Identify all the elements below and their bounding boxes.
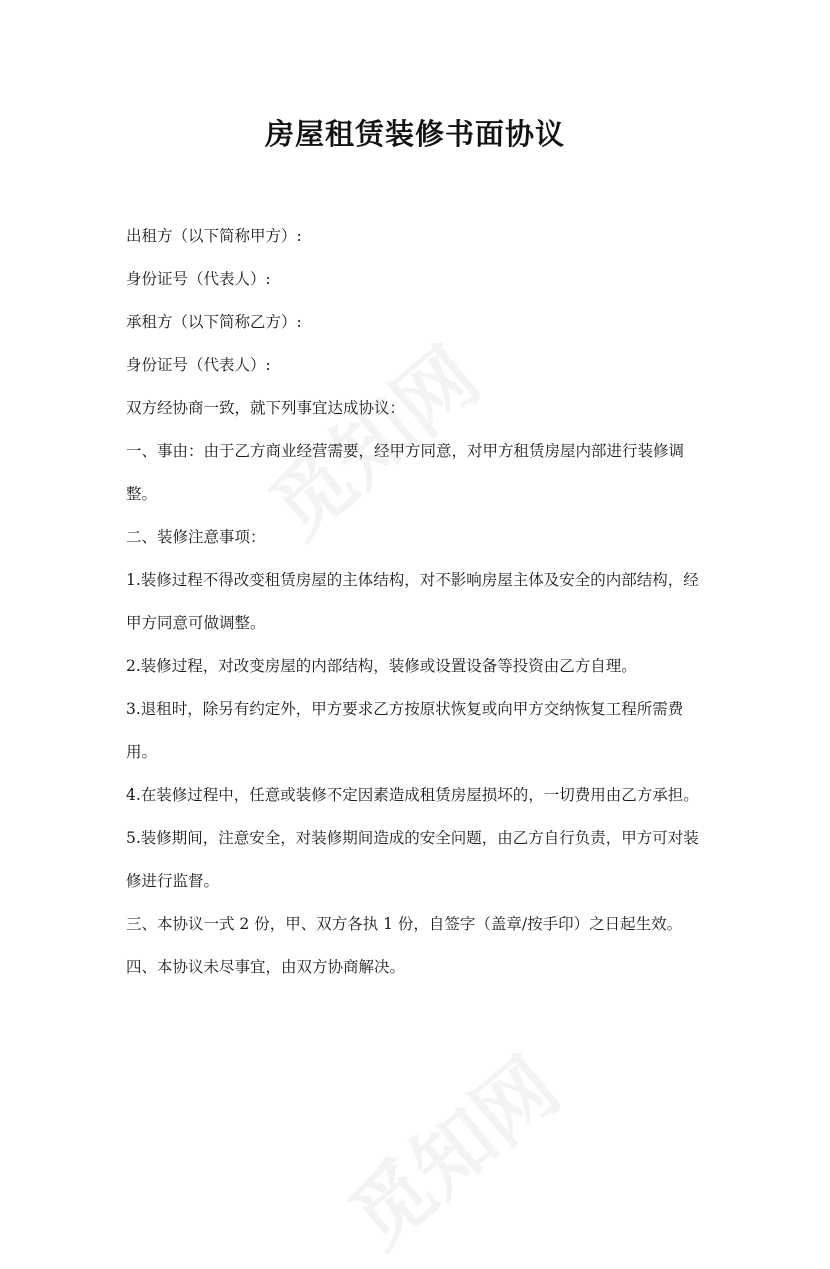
paragraph-item-4: 4.在装修过程中，任意或装修不定因素造成租赁房屋损坏的，一切费用由乙方承担。 bbox=[126, 786, 699, 804]
paragraph-item-3: 3.退租时，除另有约定外，甲方要求乙方按原状恢复或向甲方交纳恢复工程所需费用。 bbox=[126, 700, 684, 761]
paragraph-clause-3: 三、本协议一式 2 份，甲、双方各执 1 份，自签字（盖章/按手印）之日起生效。 bbox=[126, 915, 683, 933]
paragraph-clause-1: 一、事由：由于乙方商业经营需要，经甲方同意，对甲方租赁房屋内部进行装修调整。 bbox=[126, 442, 685, 503]
paragraph-item-2: 2.装修过程，对改变房屋的内部结构，装修或设置设备等投资由乙方自理。 bbox=[126, 657, 637, 675]
paragraph-lessor-id: 身份证号（代表人）: bbox=[126, 270, 271, 288]
paragraph-clause-2-heading: 二、装修注意事项： bbox=[126, 528, 266, 546]
paragraph-lessor: 出租方（以下简称甲方）: bbox=[126, 227, 302, 245]
paragraph-lessee: 承租方（以下简称乙方）: bbox=[126, 313, 302, 331]
paragraph-agreement-intro: 双方经协商一致，就下列事宜达成协议： bbox=[126, 399, 406, 417]
document-body bbox=[126, 215, 714, 989]
paragraph-item-5: 5.装修期间，注意安全，对装修期间造成的安全问题，由乙方自行负责，甲方可对装修进行监督。 bbox=[126, 829, 699, 890]
paragraph-clause-4: 四、本协议未尽事宜，由双方协商解决。 bbox=[126, 958, 406, 976]
paragraph-item-1: 1.装修过程不得改变租赁房屋的主体结构，对不影响房屋主体及安全的内部结构，经甲方同意可做调整。 bbox=[126, 571, 699, 632]
paragraph-lessee-id: 身份证号（代表人）: bbox=[126, 356, 271, 374]
document-title: 房屋租赁装修书面协议 bbox=[264, 117, 565, 151]
watermark bbox=[321, 1026, 579, 1268]
